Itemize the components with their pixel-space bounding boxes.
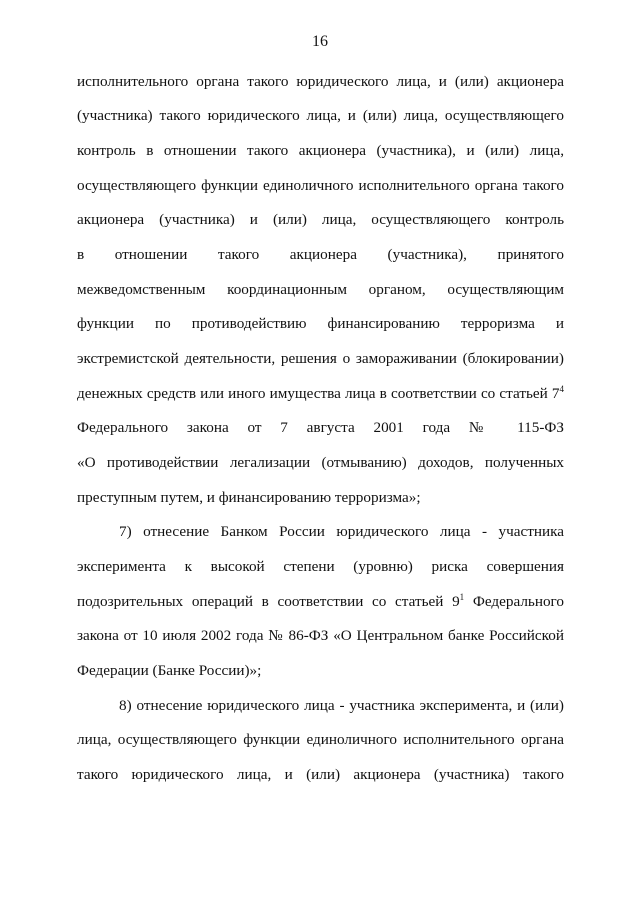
text-line: акционера (участника) и (или) лица, осуществляющего контроль [77, 211, 564, 228]
text-line: осуществляющего функции единоличного исполнительного органа такого [77, 177, 564, 194]
text-line: эксперимента к высокой степени (уровню) риска совершения [77, 558, 564, 575]
text-line-with-superscript [77, 591, 564, 613]
text-line: исполнительного органа такого юридического лица, и (или) акционера [77, 73, 564, 90]
text-line: закона от 10 июля 2002 года № 86-ФЗ «О Центральном банке Российской [77, 627, 564, 644]
paragraph-7-start: 7) отнесение Банком России юридического лица - участника [119, 523, 564, 540]
text-line: контроль в отношении такого акционера (участника), и (или) лица, [77, 142, 564, 159]
text-line: преступным путем, и финансированию терроризма»; [77, 489, 421, 506]
page-number: 16 [312, 33, 328, 50]
text-line: Федерального закона от 7 августа 2001 года № 115-ФЗ [77, 419, 564, 436]
text-line: функции по противодействию финансированию терроризма и [77, 315, 564, 332]
superscript: 4 [559, 383, 564, 394]
text-line-with-superscript [77, 383, 564, 405]
paragraph-8-start: 8) отнесение юридического лица - участника эксперимента, и (или) [119, 697, 564, 714]
superscript: 1 [459, 591, 465, 602]
text-line: «О противодействии легализации (отмыванию) доходов, полученных [77, 454, 564, 471]
text-line: такого юридического лица, и (или) акционера (участника) такого [77, 766, 564, 783]
text-line-content: денежных средств или иного имущества лица в соответствии со статьей 7 [77, 385, 560, 402]
text-line-content: подозрительных операций в соответствии со статьей 9 [77, 593, 460, 610]
text-line: Федерации (Банке России)»; [77, 662, 262, 679]
text-line: (участника) такого юридического лица, и (или) лица, осуществляющего [77, 107, 564, 124]
text-line: в отношении такого акционера (участника), принятого [77, 246, 564, 263]
text-line: межведомственным координационным органом, осуществляющим [77, 281, 564, 298]
text-line: лица, осуществляющего функции единоличного исполнительного органа [77, 731, 564, 748]
text-line-content: Федерального [464, 593, 564, 610]
text-line: экстремистской деятельности, решения о замораживании (блокировании) [77, 350, 564, 367]
